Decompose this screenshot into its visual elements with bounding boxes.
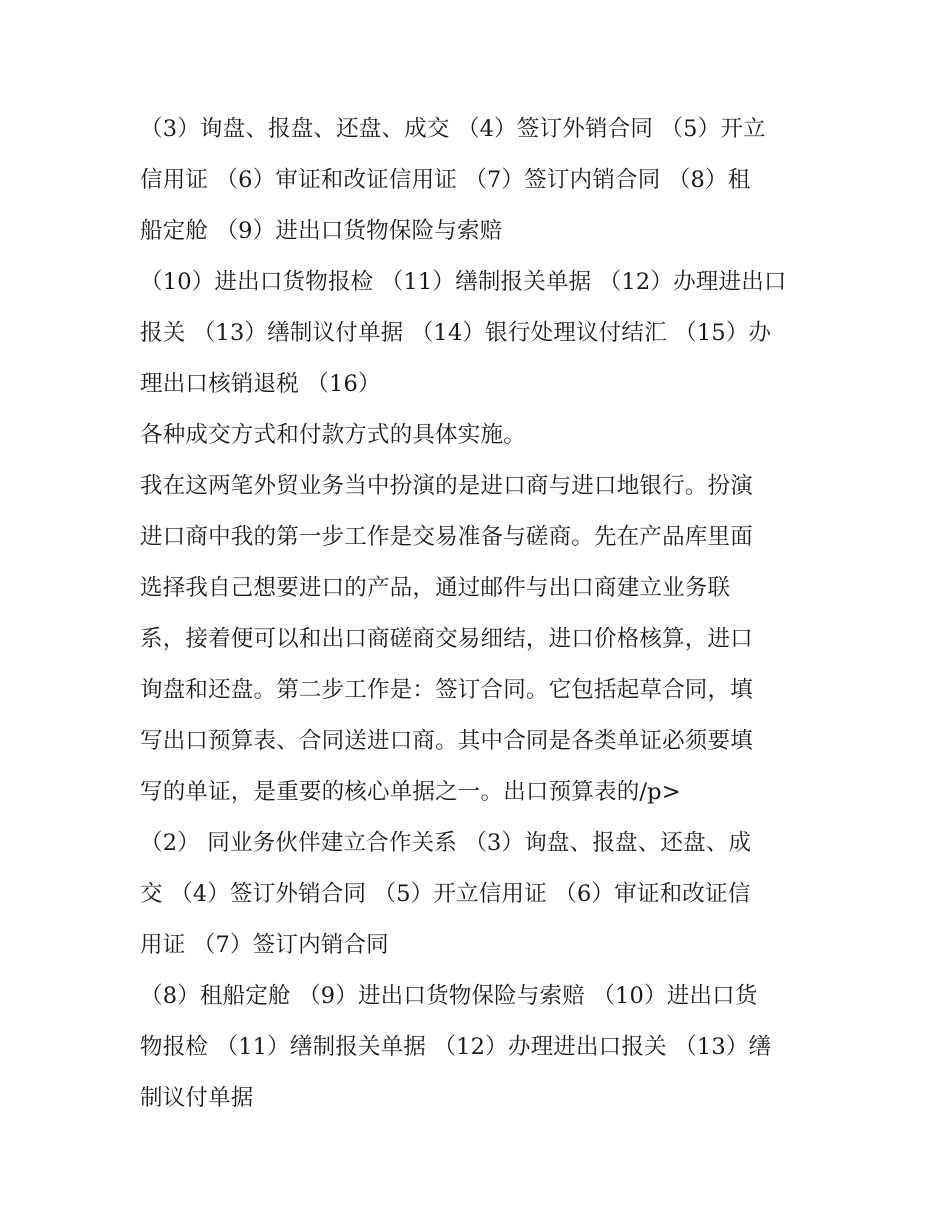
text-line: 理出口核销退税 （16）	[140, 371, 381, 397]
text-line: （3）询盘、报盘、还盘、成交 （4）签订外销合同 （5）开立	[140, 116, 766, 142]
text-line: 交 （4）签订外销合同 （5）开立信用证 （6）审证和改证信	[140, 881, 751, 907]
text-line: （10）进出口货物报检 （11）缮制报关单据 （12）办理进出口	[140, 269, 787, 295]
text-line: 各种成交方式和付款方式的具体实施。	[140, 422, 526, 448]
text-line: 我在这两笔外贸业务当中扮演的是进口商与进口地银行。扮演	[140, 473, 753, 499]
text-line: 制议付单据	[140, 1085, 254, 1111]
text-line: 系，接着便可以和出口商磋商交易细结，进口价格核算，进口	[140, 626, 753, 652]
text-line: 询盘和还盘。第二步工作是：签订合同。它包括起草合同，填	[140, 677, 753, 703]
text-line: （8）租船定舱 （9）进出口货物保险与索赔 （10）进出口货	[140, 983, 758, 1009]
text-line: 信用证 （6）审证和改证信用证 （7）签订内销合同 （8）租	[140, 167, 751, 193]
text-line: 进口商中我的第一步工作是交易准备与磋商。先在产品库里面	[140, 524, 753, 550]
text-line: 选择我自己想要进口的产品，通过邮件与出口商建立业务联	[140, 575, 731, 601]
document-body	[140, 104, 830, 1124]
text-line: 物报检 （11）缮制报关单据 （12）办理进出口报关 （13）缮	[140, 1034, 772, 1060]
text-line: 写的单证，是重要的核心单据之一。出口预算表的/p>	[140, 779, 681, 805]
text-line: 船定舱 （9）进出口货物保险与索赔	[140, 218, 503, 244]
text-line: （2） 同业务伙伴建立合作关系 （3）询盘、报盘、还盘、成	[140, 830, 752, 856]
text-line: 写出口预算表、合同送进口商。其中合同是各类单证必须要填	[140, 728, 753, 754]
text-line: 用证 （7）签订内销合同	[140, 932, 389, 958]
text-line: 报关 （13）缮制议付单据 （14）银行处理议付结汇 （15）办	[140, 320, 772, 346]
